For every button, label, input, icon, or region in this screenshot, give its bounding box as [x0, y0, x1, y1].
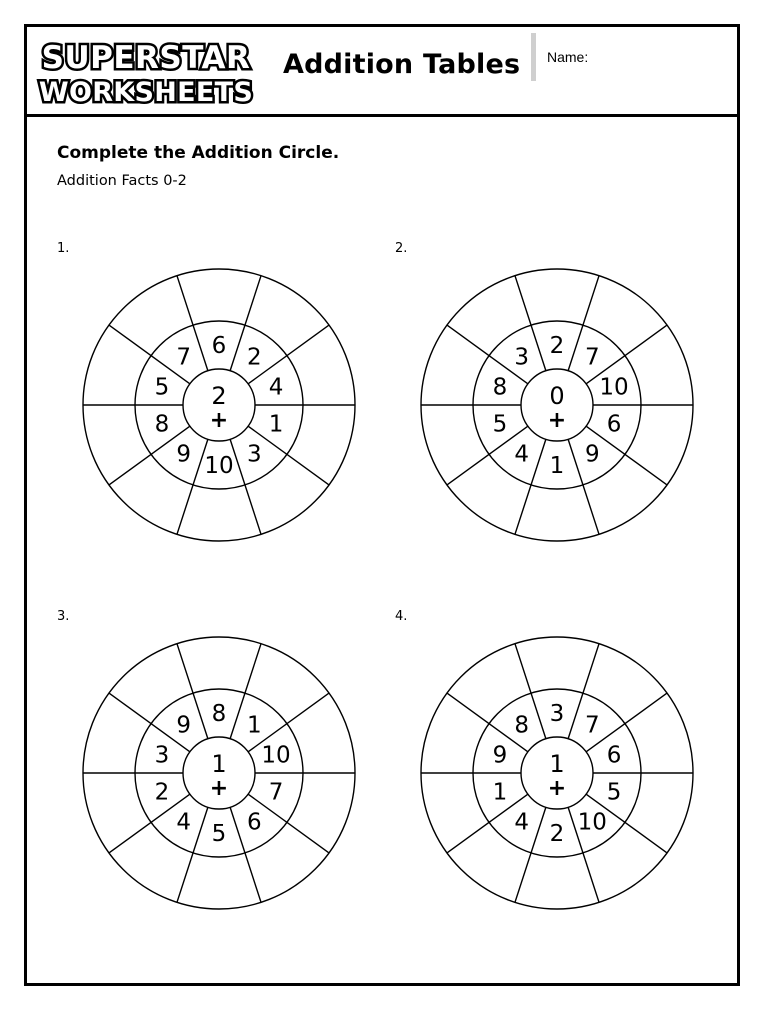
- problem-number: 4.: [395, 609, 408, 624]
- worksheet-header: [27, 27, 737, 117]
- ring-number: 5: [606, 779, 622, 806]
- ring-number: 6: [606, 742, 622, 769]
- problem-number: 3.: [57, 609, 70, 624]
- addition-circle-wheel: [419, 267, 695, 543]
- center-number: 0: [549, 382, 565, 410]
- problem-number: 1.: [57, 241, 70, 256]
- ring-number: 10: [261, 742, 291, 769]
- logo-line-1: SUPERSTAR: [41, 40, 251, 76]
- addition-circle-problem-2: [393, 241, 693, 541]
- ring-number: 2: [154, 779, 170, 806]
- addition-circle-problem-1: [55, 241, 355, 541]
- ring-number: 4: [268, 374, 284, 401]
- ring-number: 5: [154, 374, 170, 401]
- ring-number: 9: [492, 742, 508, 769]
- instruction-subheading: Addition Facts 0-2: [57, 173, 187, 189]
- addition-circle-wheel: [419, 635, 695, 911]
- ring-number: 6: [246, 809, 262, 836]
- ring-number: 10: [204, 453, 234, 479]
- superstar-worksheets-logo: [35, 35, 257, 107]
- ring-number: 3: [514, 344, 530, 371]
- instruction-heading: Complete the Addition Circle.: [57, 143, 340, 163]
- ring-number: 3: [154, 742, 170, 769]
- plus-operator: +: [209, 776, 229, 801]
- ring-number: 8: [514, 712, 530, 739]
- center-number: 1: [211, 750, 227, 778]
- ring-number: 10: [577, 809, 607, 836]
- ring-number: 7: [584, 712, 600, 739]
- ring-number: 1: [492, 779, 508, 806]
- plus-operator: +: [547, 408, 567, 433]
- ring-number: 1: [549, 453, 565, 479]
- ring-number: 4: [514, 441, 530, 468]
- ring-number: 2: [246, 344, 262, 371]
- ring-number: 1: [246, 712, 262, 739]
- ring-number: 3: [549, 701, 565, 727]
- ring-number: 9: [584, 441, 600, 468]
- ring-number: 6: [606, 411, 622, 438]
- addition-circle-problem-3: [55, 609, 355, 909]
- plus-operator: +: [209, 408, 229, 433]
- center-number: 1: [549, 750, 565, 778]
- problem-number: 2.: [395, 241, 408, 256]
- addition-circle-wheel: [81, 267, 357, 543]
- worksheet-frame: [24, 24, 740, 986]
- ring-number: 4: [176, 809, 192, 836]
- ring-number: 3: [246, 441, 262, 468]
- ring-number: 2: [549, 821, 565, 847]
- ring-number: 9: [176, 712, 192, 739]
- worksheet-title: Addition Tables: [283, 49, 521, 80]
- ring-number: 7: [584, 344, 600, 371]
- ring-number: 5: [211, 821, 227, 847]
- plus-operator: +: [547, 776, 567, 801]
- name-label: Name:: [547, 49, 589, 65]
- ring-number: 8: [211, 701, 227, 727]
- name-divider: [531, 33, 536, 81]
- ring-number: 8: [154, 411, 170, 438]
- ring-number: 2: [549, 333, 565, 359]
- ring-number: 4: [514, 809, 530, 836]
- addition-circle-wheel: [81, 635, 357, 911]
- center-number: 2: [211, 382, 227, 410]
- logo-line-2: WORKSHEETS: [38, 77, 254, 107]
- ring-number: 9: [176, 441, 192, 468]
- ring-number: 5: [492, 411, 508, 438]
- ring-number: 6: [211, 333, 227, 359]
- ring-number: 7: [268, 779, 284, 806]
- ring-number: 10: [599, 374, 629, 401]
- ring-number: 1: [268, 411, 284, 438]
- ring-number: 8: [492, 374, 508, 401]
- ring-number: 7: [176, 344, 192, 371]
- addition-circle-problem-4: [393, 609, 693, 909]
